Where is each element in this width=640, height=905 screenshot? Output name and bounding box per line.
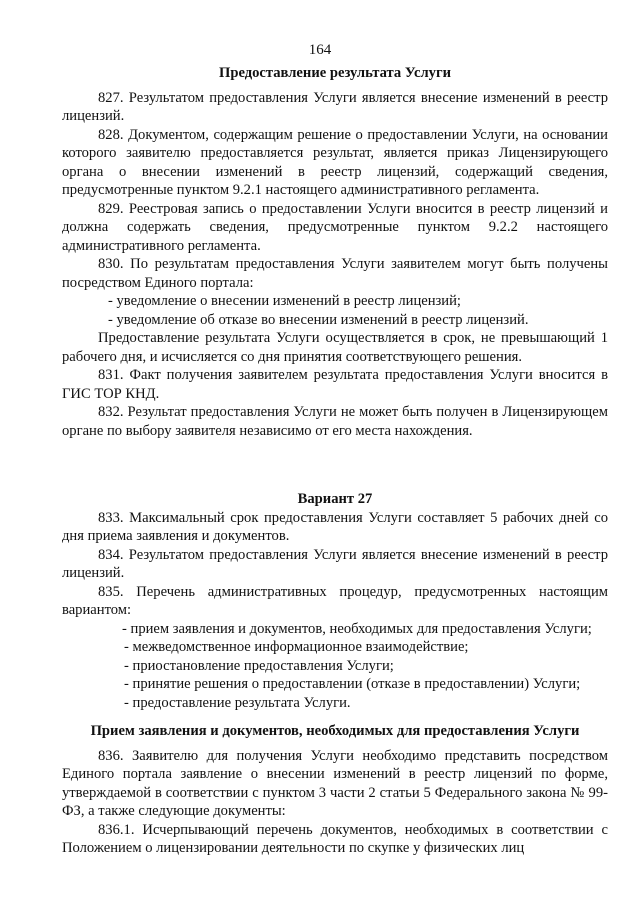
list-item: - приостановление предоставления Услуги; [124, 657, 394, 674]
paragraph-833: 833. Максимальный срок предоставления Услуги составляет 5 рабочих дней со дня приема заявления и документов. [62, 509, 608, 544]
list-item: - принятие решения о предоставлении (отказе в предоставлении) Услуги; [124, 676, 581, 692]
list-item: - прием заявления и документов, необходимых для предоставления Услуги; [122, 620, 592, 637]
section-heading-variant: Вариант 27 [297, 491, 373, 507]
paragraph-836: 836. Заявителю для получения Услуги необходимо представить посредством Единого портала заявление о внесении изменений в реестр лицензий по форме, утверждаемой в соответствии с пунктом 3 части 2 статьи 5 Федерального закона № 99-ФЗ, а также следующие документы: [62, 747, 608, 819]
section-heading-result: Предоставление результата Услуги [219, 65, 451, 81]
paragraph-830: 830. По результатам предоставления Услуги заявителем могут быть получены посредством Единого портала: [62, 256, 608, 291]
paragraph-828: 828. Документом, содержащим решение о предоставлении Услуги, на основании которого заявителю предоставляется результат, является приказ Лицензирующего органа о внесении изменений в реестр лицензий, содержащий сведения, предусмотренные пунктом 9.2.1 настоящего административного регламента. [62, 126, 608, 198]
section-heading-application: Прием заявления и документов, необходимых для предоставления Услуги [90, 723, 580, 739]
document-body [62, 64, 608, 858]
paragraph-result-term: Предоставление результата Услуги осуществляется в срок, не превышающий 1 рабочего дня, и исчисляется со дня принятия соответствующего решения. [62, 330, 608, 365]
list-item: - уведомление о внесении изменений в реестр лицензий; [108, 293, 461, 309]
paragraph-831: 831. Факт получения заявителем результата предоставления Услуги вносится в ГИС ТОР КНД. [62, 367, 608, 402]
paragraph-827: 827. Результатом предоставления Услуги является внесение изменений в реестр лицензий. [62, 89, 608, 124]
paragraph-829: 829. Реестровая запись о предоставлении Услуги вносится в реестр лицензий и должна содержать сведения, предусмотренные пунктом 9.2.2 настоящего административного регламента. [62, 200, 608, 254]
page-number: 164 [308, 42, 332, 58]
list-item: - уведомление об отказе во внесении изменений в реестр лицензий. [108, 311, 529, 328]
paragraph-835: 835. Перечень административных процедур, предусмотренных настоящим вариантом: [62, 583, 608, 618]
list-item: - межведомственное информационное взаимодействие; [124, 639, 469, 655]
paragraph-832: 832. Результат предоставления Услуги не может быть получен в Лицензирующем органе по выбору заявителя независимо от его места нахождения. [62, 404, 608, 439]
paragraph-834: 834. Результатом предоставления Услуги является внесение изменений в реестр лицензий. [62, 546, 608, 581]
paragraph-836-1: 836.1. Исчерпывающий перечень документов, необходимых в соответствии с Положением о лицензировании деятельности по скупке у физических лиц [62, 821, 608, 856]
list-item: - предоставление результата Услуги. [124, 694, 351, 711]
